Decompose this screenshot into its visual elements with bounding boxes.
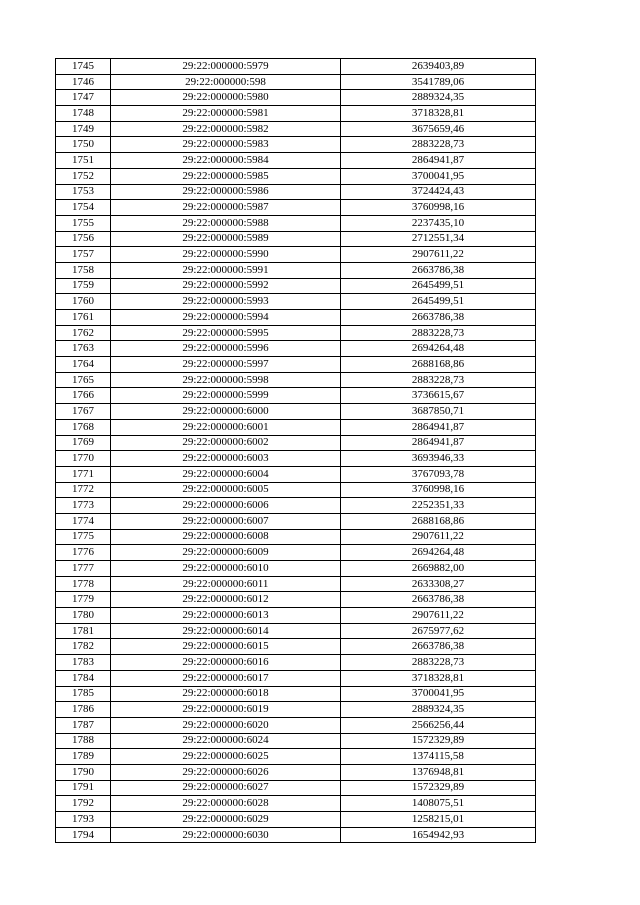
table-row (56, 561, 536, 577)
table-row (56, 592, 536, 608)
row-number-cell: 1788 (56, 733, 111, 749)
value-cell: 2883228,73 (341, 655, 536, 671)
cadastral-number-cell: 29:22:000000:6026 (111, 764, 341, 780)
cadastral-number-cell: 29:22:000000:5993 (111, 294, 341, 310)
row-number-cell: 1753 (56, 184, 111, 200)
row-number-cell: 1778 (56, 576, 111, 592)
cadastral-number-cell: 29:22:000000:6016 (111, 655, 341, 671)
cadastral-number-cell: 29:22:000000:6000 (111, 404, 341, 420)
value-cell: 2669882,00 (341, 561, 536, 577)
cadastral-number-cell: 29:22:000000:6007 (111, 513, 341, 529)
cadastral-number-cell: 29:22:000000:5987 (111, 200, 341, 216)
row-number-cell: 1787 (56, 717, 111, 733)
table-row (56, 184, 536, 200)
table-row (56, 435, 536, 451)
table-row (56, 59, 536, 75)
cadastral-number-cell: 29:22:000000:6025 (111, 749, 341, 765)
table-row (56, 545, 536, 561)
table-row (56, 419, 536, 435)
row-number-cell: 1772 (56, 482, 111, 498)
value-cell: 3760998,16 (341, 482, 536, 498)
value-cell: 3700041,95 (341, 168, 536, 184)
cadastral-number-cell: 29:22:000000:6014 (111, 623, 341, 639)
table-row (56, 357, 536, 373)
value-cell: 2566256,44 (341, 717, 536, 733)
value-cell: 2663786,38 (341, 310, 536, 326)
value-cell: 2645499,51 (341, 278, 536, 294)
value-cell: 2645499,51 (341, 294, 536, 310)
table-row (56, 655, 536, 671)
cadastral-number-cell: 29:22:000000:6005 (111, 482, 341, 498)
row-number-cell: 1781 (56, 623, 111, 639)
cadastral-number-cell: 29:22:000000:5999 (111, 388, 341, 404)
table-row (56, 529, 536, 545)
table-row (56, 623, 536, 639)
row-number-cell: 1790 (56, 764, 111, 780)
table-row (56, 90, 536, 106)
table-row (56, 764, 536, 780)
cadastral-number-cell: 29:22:000000:5980 (111, 90, 341, 106)
value-cell: 2907611,22 (341, 247, 536, 263)
table-row (56, 372, 536, 388)
cadastral-number-cell: 29:22:000000:5995 (111, 325, 341, 341)
row-number-cell: 1756 (56, 231, 111, 247)
table-row (56, 812, 536, 828)
table-row (56, 262, 536, 278)
value-cell: 3718328,81 (341, 106, 536, 122)
cadastral-number-cell: 29:22:000000:6001 (111, 419, 341, 435)
cadastral-number-cell: 29:22:000000:6010 (111, 561, 341, 577)
table-row (56, 215, 536, 231)
value-cell: 3693946,33 (341, 451, 536, 467)
table-row (56, 325, 536, 341)
row-number-cell: 1782 (56, 639, 111, 655)
table-row (56, 498, 536, 514)
value-cell: 2639403,89 (341, 59, 536, 75)
cadastral-number-cell: 29:22:000000:6017 (111, 670, 341, 686)
cadastral-number-cell: 29:22:000000:6015 (111, 639, 341, 655)
value-cell: 2864941,87 (341, 435, 536, 451)
cadastral-number-cell: 29:22:000000:6013 (111, 608, 341, 624)
value-cell: 2633308,27 (341, 576, 536, 592)
table-row (56, 749, 536, 765)
value-cell: 2694264,48 (341, 545, 536, 561)
row-number-cell: 1751 (56, 153, 111, 169)
row-number-cell: 1780 (56, 608, 111, 624)
table-row (56, 780, 536, 796)
value-cell: 2688168,86 (341, 357, 536, 373)
cadastral-number-cell: 29:22:000000:5985 (111, 168, 341, 184)
cadastral-number-cell: 29:22:000000:6019 (111, 702, 341, 718)
cadastral-value-table (55, 58, 536, 843)
value-cell: 3767093,78 (341, 466, 536, 482)
cadastral-number-cell: 29:22:000000:5994 (111, 310, 341, 326)
cadastral-number-cell: 29:22:000000:5997 (111, 357, 341, 373)
row-number-cell: 1767 (56, 404, 111, 420)
table-row (56, 639, 536, 655)
cadastral-number-cell: 29:22:000000:5986 (111, 184, 341, 200)
row-number-cell: 1786 (56, 702, 111, 718)
table-row (56, 137, 536, 153)
row-number-cell: 1768 (56, 419, 111, 435)
cadastral-number-cell: 29:22:000000:5979 (111, 59, 341, 75)
value-cell: 2864941,87 (341, 419, 536, 435)
row-number-cell: 1791 (56, 780, 111, 796)
cadastral-number-cell: 29:22:000000:6020 (111, 717, 341, 733)
value-cell: 1408075,51 (341, 796, 536, 812)
row-number-cell: 1765 (56, 372, 111, 388)
cadastral-number-cell: 29:22:000000:5982 (111, 121, 341, 137)
row-number-cell: 1776 (56, 545, 111, 561)
table-row (56, 74, 536, 90)
row-number-cell: 1759 (56, 278, 111, 294)
cadastral-number-cell: 29:22:000000:5990 (111, 247, 341, 263)
row-number-cell: 1763 (56, 341, 111, 357)
cadastral-number-cell: 29:22:000000:5991 (111, 262, 341, 278)
table-row (56, 733, 536, 749)
row-number-cell: 1747 (56, 90, 111, 106)
value-cell: 2883228,73 (341, 137, 536, 153)
cadastral-number-cell: 29:22:000000:6002 (111, 435, 341, 451)
value-cell: 3687850,71 (341, 404, 536, 420)
cadastral-number-cell: 29:22:000000:5989 (111, 231, 341, 247)
value-cell: 2889324,35 (341, 90, 536, 106)
value-cell: 2663786,38 (341, 592, 536, 608)
row-number-cell: 1766 (56, 388, 111, 404)
row-number-cell: 1754 (56, 200, 111, 216)
row-number-cell: 1779 (56, 592, 111, 608)
cadastral-number-cell: 29:22:000000:6006 (111, 498, 341, 514)
value-cell: 1376948,81 (341, 764, 536, 780)
value-cell: 2688168,86 (341, 513, 536, 529)
value-cell: 2883228,73 (341, 372, 536, 388)
row-number-cell: 1757 (56, 247, 111, 263)
value-cell: 1258215,01 (341, 812, 536, 828)
table-row (56, 466, 536, 482)
row-number-cell: 1794 (56, 827, 111, 843)
table-row (56, 388, 536, 404)
row-number-cell: 1785 (56, 686, 111, 702)
row-number-cell: 1760 (56, 294, 111, 310)
cadastral-number-cell: 29:22:000000:6012 (111, 592, 341, 608)
table-row (56, 513, 536, 529)
row-number-cell: 1745 (56, 59, 111, 75)
table-row (56, 247, 536, 263)
row-number-cell: 1784 (56, 670, 111, 686)
table-row (56, 670, 536, 686)
row-number-cell: 1752 (56, 168, 111, 184)
cadastral-number-cell: 29:22:000000:6029 (111, 812, 341, 828)
cadastral-number-cell: 29:22:000000:6024 (111, 733, 341, 749)
row-number-cell: 1762 (56, 325, 111, 341)
cadastral-number-cell: 29:22:000000:6028 (111, 796, 341, 812)
value-cell: 2694264,48 (341, 341, 536, 357)
table-row (56, 106, 536, 122)
value-cell: 1572329,89 (341, 733, 536, 749)
table-row (56, 231, 536, 247)
cadastral-number-cell: 29:22:000000:5988 (111, 215, 341, 231)
value-cell: 2907611,22 (341, 529, 536, 545)
table-row (56, 796, 536, 812)
table-row (56, 576, 536, 592)
row-number-cell: 1773 (56, 498, 111, 514)
table-row (56, 404, 536, 420)
value-cell: 3718328,81 (341, 670, 536, 686)
value-cell: 3541789,06 (341, 74, 536, 90)
row-number-cell: 1789 (56, 749, 111, 765)
table-row (56, 717, 536, 733)
value-cell: 2663786,38 (341, 262, 536, 278)
table-row (56, 482, 536, 498)
value-cell: 2907611,22 (341, 608, 536, 624)
row-number-cell: 1770 (56, 451, 111, 467)
value-cell: 1654942,93 (341, 827, 536, 843)
value-cell: 1572329,89 (341, 780, 536, 796)
value-cell: 2675977,62 (341, 623, 536, 639)
cadastral-number-cell: 29:22:000000:6004 (111, 466, 341, 482)
cadastral-number-cell: 29:22:000000:6030 (111, 827, 341, 843)
cadastral-number-cell: 29:22:000000:5984 (111, 153, 341, 169)
value-cell: 3675659,46 (341, 121, 536, 137)
row-number-cell: 1775 (56, 529, 111, 545)
row-number-cell: 1761 (56, 310, 111, 326)
row-number-cell: 1764 (56, 357, 111, 373)
value-cell: 2237435,10 (341, 215, 536, 231)
table-row (56, 168, 536, 184)
table-row (56, 341, 536, 357)
cadastral-number-cell: 29:22:000000:6008 (111, 529, 341, 545)
table-row (56, 153, 536, 169)
row-number-cell: 1758 (56, 262, 111, 278)
value-cell: 3760998,16 (341, 200, 536, 216)
row-number-cell: 1755 (56, 215, 111, 231)
value-cell: 2252351,33 (341, 498, 536, 514)
cadastral-number-cell: 29:22:000000:6009 (111, 545, 341, 561)
value-cell: 2864941,87 (341, 153, 536, 169)
table-row (56, 451, 536, 467)
table-row (56, 200, 536, 216)
row-number-cell: 1774 (56, 513, 111, 529)
row-number-cell: 1793 (56, 812, 111, 828)
row-number-cell: 1748 (56, 106, 111, 122)
table-row (56, 608, 536, 624)
table-row (56, 121, 536, 137)
value-cell: 2883228,73 (341, 325, 536, 341)
row-number-cell: 1783 (56, 655, 111, 671)
table-body (56, 59, 536, 843)
value-cell: 2663786,38 (341, 639, 536, 655)
cadastral-number-cell: 29:22:000000:5981 (111, 106, 341, 122)
cadastral-number-cell: 29:22:000000:5983 (111, 137, 341, 153)
row-number-cell: 1792 (56, 796, 111, 812)
table-row (56, 686, 536, 702)
row-number-cell: 1769 (56, 435, 111, 451)
table-row (56, 827, 536, 843)
table-row (56, 294, 536, 310)
row-number-cell: 1749 (56, 121, 111, 137)
value-cell: 3724424,43 (341, 184, 536, 200)
row-number-cell: 1746 (56, 74, 111, 90)
table-row (56, 702, 536, 718)
cadastral-number-cell: 29:22:000000:6011 (111, 576, 341, 592)
value-cell: 1374115,58 (341, 749, 536, 765)
value-cell: 2889324,35 (341, 702, 536, 718)
row-number-cell: 1771 (56, 466, 111, 482)
cadastral-number-cell: 29:22:000000:5996 (111, 341, 341, 357)
cadastral-number-cell: 29:22:000000:6018 (111, 686, 341, 702)
cadastral-number-cell: 29:22:000000:598 (111, 74, 341, 90)
cadastral-number-cell: 29:22:000000:6027 (111, 780, 341, 796)
table-row (56, 278, 536, 294)
cadastral-number-cell: 29:22:000000:5992 (111, 278, 341, 294)
value-cell: 3700041,95 (341, 686, 536, 702)
table-row (56, 310, 536, 326)
value-cell: 2712551,34 (341, 231, 536, 247)
value-cell: 3736615,67 (341, 388, 536, 404)
cadastral-number-cell: 29:22:000000:6003 (111, 451, 341, 467)
row-number-cell: 1777 (56, 561, 111, 577)
cadastral-number-cell: 29:22:000000:5998 (111, 372, 341, 388)
row-number-cell: 1750 (56, 137, 111, 153)
